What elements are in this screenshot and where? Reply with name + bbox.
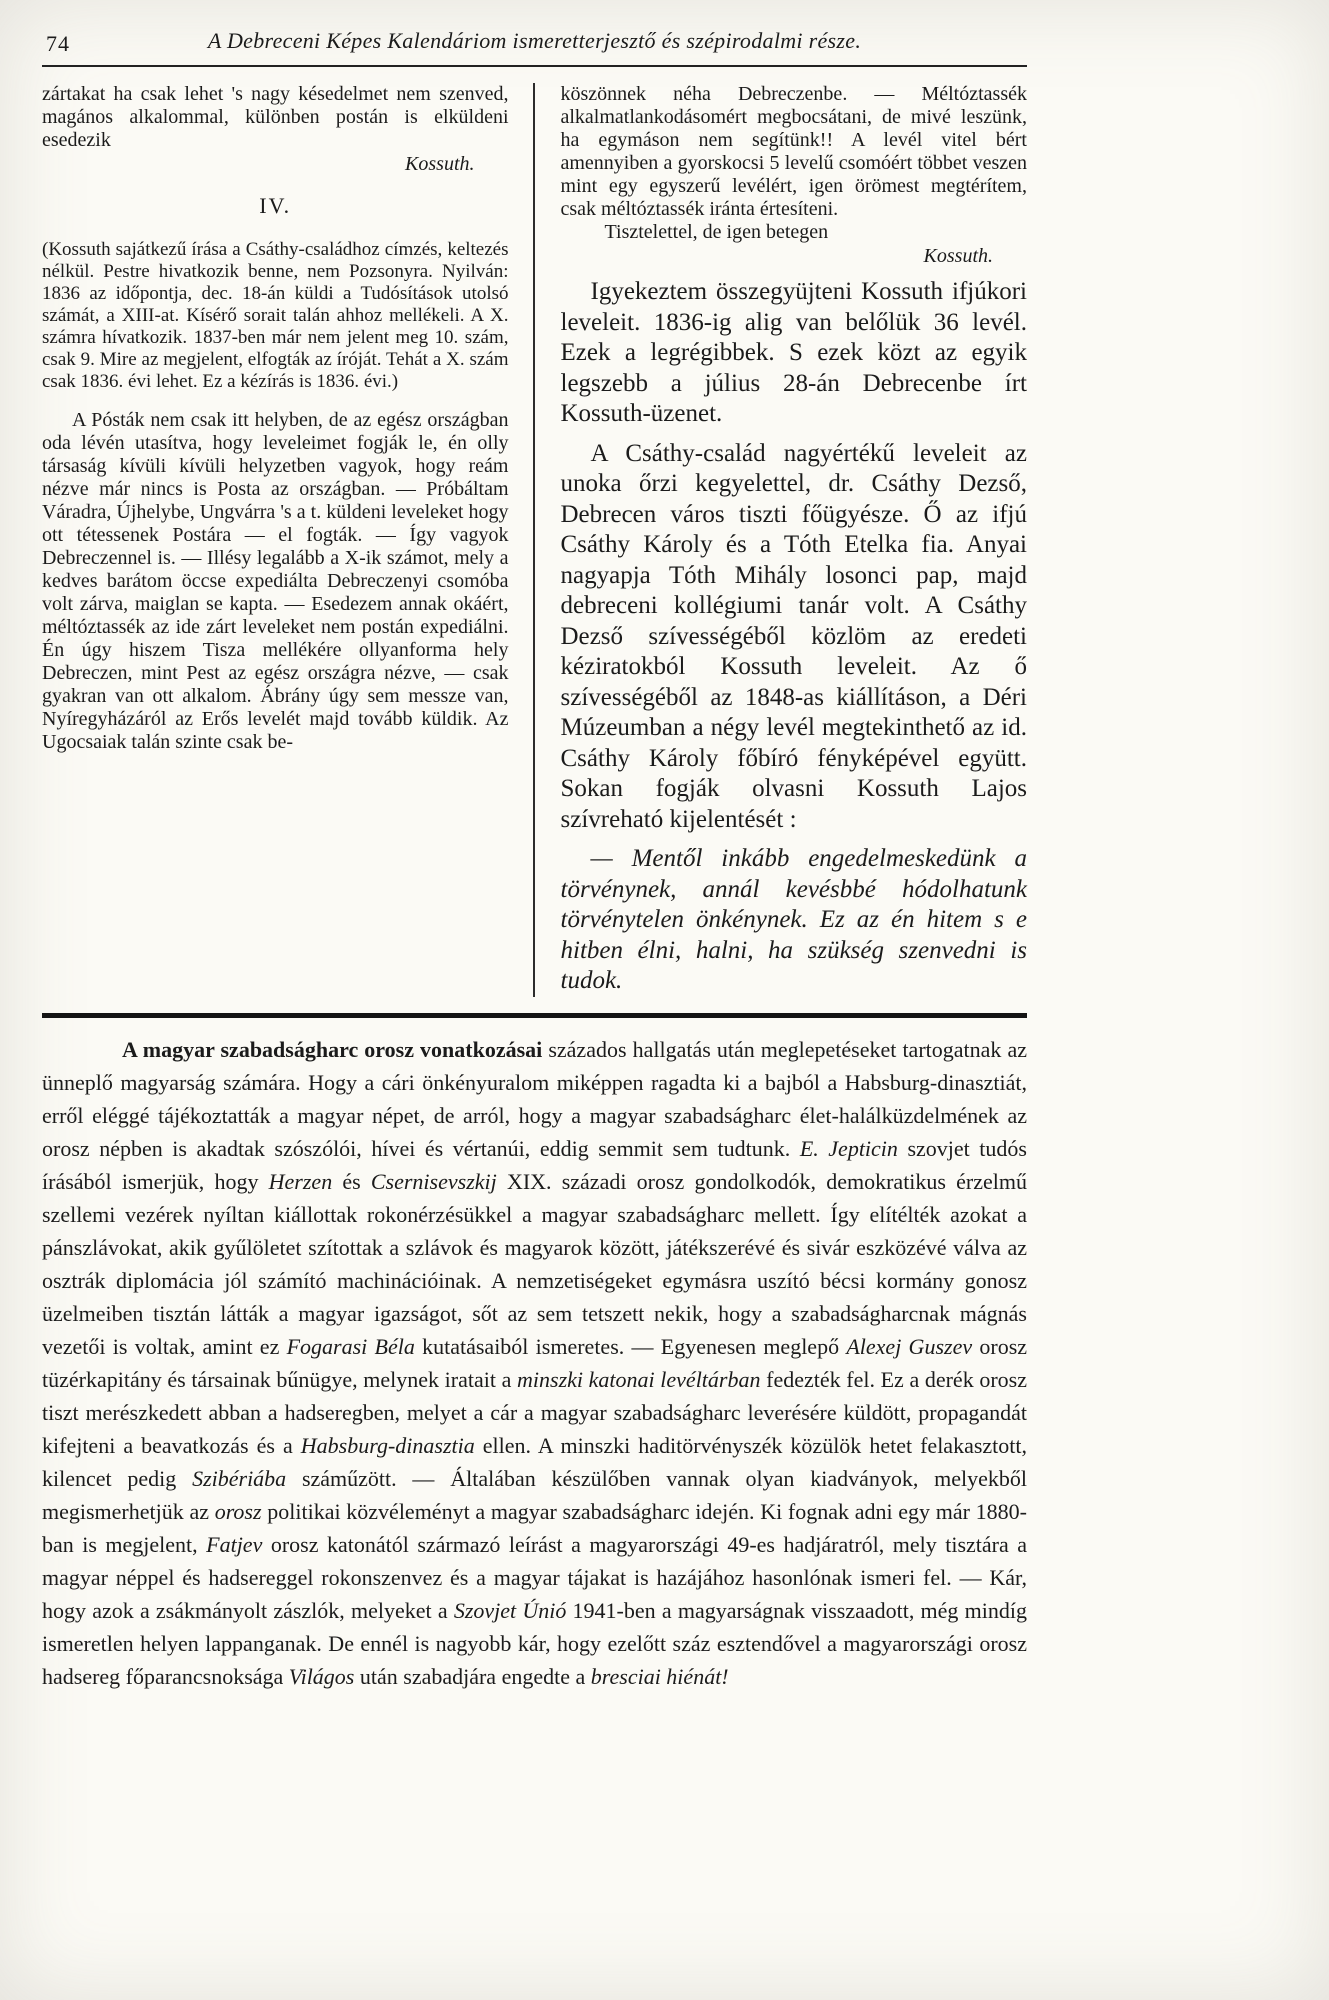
italic-run: Világos (288, 1663, 355, 1689)
text-run: fedezték fel. Ez a derék orosz tiszt merészkedett abban a hadseregben, melyet a cár a magyar szabadságharc leverésére küldött, propagandát kifejteni a beavatkozás és a (42, 1366, 1027, 1458)
text-run: orosz katonától származó leírást a magyarországi 49-es hadjáratról, mely tisztára a magyar néppel és hadsereggel rokonszenvez és a magyar tájakat is hazájához hasonlónak ismeri fel. — Kár, hogy azok a zsákmányolt zászlók, melyeket a (42, 1531, 1027, 1623)
section-heading (42, 194, 509, 217)
letter-paragraph (42, 409, 509, 754)
signature-kossuth (42, 153, 509, 176)
bottom-article-section (42, 1033, 1027, 1693)
italic-run: Fatjev (206, 1531, 263, 1557)
text-run: politikai közvéleményt a magyar szabadságharc idején. Ki fognak adni egy már 1880-ban is megjelent, (42, 1498, 1027, 1557)
text-run: XIX. századi orosz gondolkodók, demokratikus érzelmű szellemi vezérek nyíltan kiállottak rokonérzésükkel a magyar szabadságharc mellett. Így elítélték azokat a pánszlávokat, akik gyűlöletet szítottak a szlávok és magyarok között, játékszerévé és sivár eszközévé válva az osztrák diplomácia jól számító machinációinak. A nemzetiségeket egymásra uszító bécsi kormány gonosz üzelmeiben tisztán látták a magyar igazságot, sőt az sem tetszett nekik, hogy a szabadságharcnak mágnás vezetői is voltak, amint ez (42, 1168, 1027, 1359)
commentary-paragraph (561, 439, 1028, 836)
text-run: száműzött. — Általában készülőben vannak olyan kiadványok, melyekből megismerhetjük az (42, 1465, 1027, 1524)
italic-run: orosz (214, 1498, 262, 1524)
russian-relations-article (42, 1033, 1027, 1693)
text-run: Tisztelettel, de igen betegen (604, 221, 829, 243)
italic-run: Csernisevszkij (370, 1168, 497, 1194)
text-run: IV. (259, 193, 292, 218)
two-column-section (42, 83, 1027, 997)
text-run: kutatásaiból ismeretes. — Egyenesen meglepő (414, 1333, 847, 1359)
page-header (42, 28, 1027, 62)
text-run: zártakat ha csak lehet 's nagy késedelmet nem szenved, magános alkalommal, különben postán is elküldeni esedezik (42, 83, 509, 151)
kossuth-quote (561, 844, 1028, 997)
header-rule (42, 65, 1027, 67)
text-run: Igyekeztem összegyüjteni Kossuth ifjúkori leveleit. 1836-ig alig van belőlük 36 levél. Ezek a legrégibbek. S ezek közt az egyik legszebb a július 28-án Debrecenbe írt Kossuth-üzenet. (560, 278, 1027, 427)
text-run: ellen. A minszki haditörvényszék közülök hetet felakasztott, kilencet pedig (42, 1432, 1027, 1491)
text-run: szovjet tudós írásából ismerjük, hogy (42, 1135, 1027, 1194)
italic-run: Herzen (268, 1168, 333, 1194)
text-run: és (332, 1168, 371, 1194)
letter-closing (561, 221, 1028, 244)
right-column (535, 83, 1028, 997)
editorial-note (42, 239, 509, 393)
italic-run: Szibériába (192, 1465, 287, 1491)
page-content (42, 28, 1027, 1693)
left-column (42, 83, 533, 997)
letter-paragraph (561, 83, 1028, 221)
italic-run: minszki katonai levéltárban (517, 1366, 761, 1392)
italic-run: Kossuth. (405, 153, 475, 175)
text-run: után szabadjára engedte a (354, 1663, 591, 1689)
text-run: köszönnek néha Debreczenbe. — Méltóztassék alkalmatlankodásomért megbocsátani, de mivé leszünk, ha egymáson nem segítünk!! A levél vitel bért amennyiben a gyorskocsi 5 levelű csomóért többet veszen mint egy egyszerű levélért, igen örömest megtérítem, csak méltóztassék iránta értesíteni. (560, 83, 1027, 220)
italic-run: — Mentől inkább engedelmeskedünk a törvénynek, annál kevésbbé hódolhatunk törvénytelen önkénynek. Ez az én hitem s e hitben élni, halni, ha szükség szenvedni is tudok. (560, 845, 1027, 994)
italic-run: bresciai hiénát! (590, 1663, 729, 1689)
commentary-paragraph (561, 277, 1028, 430)
italic-run: Kossuth. (923, 245, 993, 267)
continuation-paragraph (42, 83, 509, 152)
italic-run: Alexej Guszev (846, 1333, 973, 1359)
bold-run: A magyar szabadságharc orosz vonatkozásai (122, 1036, 543, 1062)
section-divider-rule (42, 1013, 1027, 1018)
signature-kossuth (561, 245, 1028, 268)
page-number: 74 (46, 31, 70, 56)
text-run: százados hallgatás után meglepetéseket tartogatnak az ünneplő magyarság számára. Hogy a cári önkényuralom miképpen ragadta ki a bajból a Habsburg-dinasztiát, erről eléggé tájékoztatták a magyar népet, de arról, hogy a magyar szabadságharc élet-halálküzdelmének az orosz népben is akadtak szószólói, hívei és vértanúi, eddig semmit sem tudtunk. (42, 1036, 1027, 1161)
italic-run: E. Jepticin (799, 1135, 898, 1161)
text-run: 1941-ben a magyarságnak visszaadott, még mindíg ismeretlen helyen lappanganak. De ennél is nagyobb kár, hogy ezelőtt száz esztendővel a magyarországi orosz hadsereg főparancsnoksága (42, 1597, 1027, 1689)
italic-run: Fogarasi Béla (286, 1333, 415, 1359)
running-title: A Debreceni Képes Kalendáriom ismeretterjesztő és szépirodalmi része. (207, 28, 862, 53)
italic-run: Szovjet Únió (453, 1597, 567, 1623)
text-run: (Kossuth sajátkezű írása a Csáthy-családhoz címzés, keltezés nélkül. Pestre hivatkozik benne, nem Pozsonyra. Nyilván: 1836 az időpontja, dec. 18-án küldi a Tudósítások utolsó számát, a XIII-at. Kísérő sorait talán ahhoz mellékeli. A X. számra hívatkozik. 1837-ben már nem jelent meg 10. szám, csak 9. Mire az megjelent, elfogták az íróját. Tehát a X. szám csak 1836. évi lehet. Ez a kézírás is 1836. évi.) (42, 239, 509, 392)
text-run: A Csáthy-család nagyértékű leveleit az unoka őrzi kegyelettel, dr. Csáthy Dezső, Debrecen város tiszti főügyésze. Ő az ifjú Csáthy Károly és a Tóth Etelka fia. Anyai nagyapja Tóth Mihály losonci pap, majd debreceni kollégiumi tanár volt. A Csáthy Dezső szívességéből közlöm az eredeti kéziratokból Kossuth leveleit. Az ő szívességéből az 1848-as kiállításon, a Déri Múzeumban a négy levél megtekinthető az id. Csáthy Károly főbíró fényképével együtt. Sokan fogják olvasni Kossuth Lajos szívreható kijelentését : (560, 439, 1027, 833)
text-run: orosz tüzérkapitány és társainak bűnügye, melynek iratait a (42, 1333, 1028, 1392)
italic-run: Habsburg-dinasztia (300, 1432, 475, 1458)
text-run: A Pósták nem csak itt helyben, de az egész országban oda lévén utasítva, hogy leveleimet fogják le, én olly társaság kívüli kívüli helyzetben vagyok, hogy reám nézve már nincs is Posta az országban. — Próbáltam Váradra, Újhelybe, Ungvárra 's a t. küldeni leveleket hogy ott tétessenek Postára — el fogták. — Így vagyok Debreczennel is. — Illésy legalább a X-ik számot, mely a kedves barátom öccse expediálta Debreczenyi csomóba volt zárva, maiglan se kapta. — Esedezem annak okáért, méltóztassék az ide zárt leveleket nem postán expediálni. Én úgy hiszem Tisza mellékére ollyanforma hely Debreczen, mint Pest az egész országra nézve, — csak gyakran van ott alkalom. Ábrány úgy sem messze van, Nyíregyházáról az Erős levelét majd tovább küldik. Az Ugocsaiak talán szinte csak be- (42, 409, 509, 753)
